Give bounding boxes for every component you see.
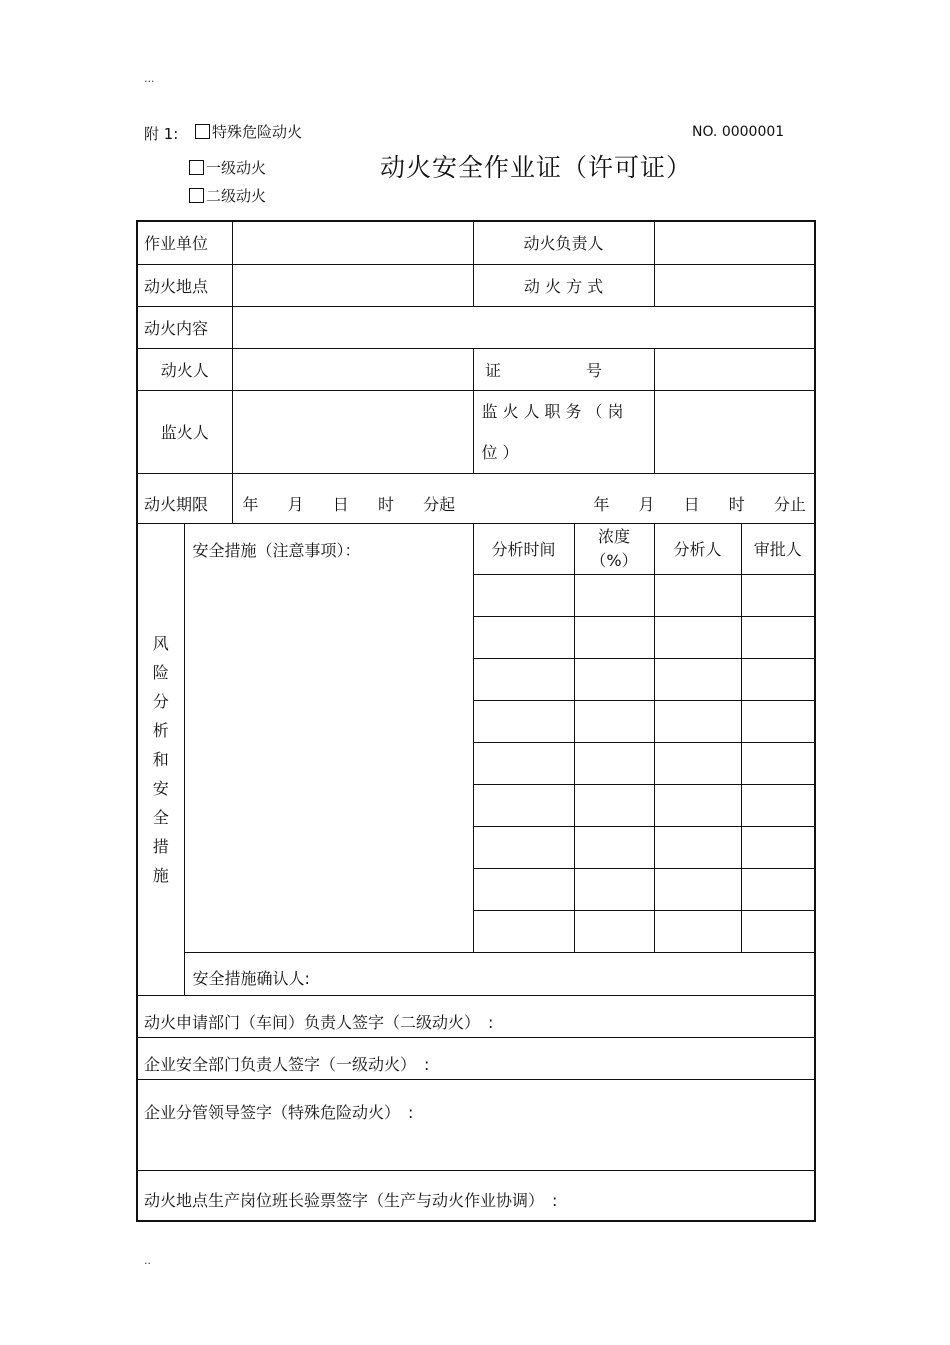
sign-leader-field[interactable] [137,1079,815,1170]
period-end-year: 年 [593,494,610,514]
content-field[interactable] [232,306,815,348]
approver-cell[interactable] [741,700,815,742]
location-label: 动火地点 [137,264,232,306]
serial-number: NO. 0000001 [692,124,785,140]
risk-char: 风 [152,633,169,653]
option-level1-hot-work[interactable] [189,157,266,178]
monitor-post-field[interactable] [654,390,815,473]
risk-char: 分 [152,691,169,711]
sign-dept-label: 动火申请部门（车间）负责人签字（二级动火） : [144,1012,494,1032]
hot-work-permit-form [136,220,816,1222]
analysis-time-cell[interactable] [473,658,574,700]
risk-char: 析 [152,720,169,740]
option-level2-hot-work[interactable] [189,185,266,206]
period-end-month: 月 [638,494,655,514]
unit-field[interactable] [232,221,473,264]
sign-team-field[interactable] [137,1170,815,1221]
period-start-minute: 分起 [423,494,456,514]
concentration-cell[interactable] [574,784,654,826]
risk-analysis-label [137,523,184,995]
concentration-cell[interactable] [574,742,654,784]
bottom-ellipsis: .. [144,1254,151,1267]
period-end-minute: 分止 [773,494,806,514]
analyst-cell[interactable] [654,616,741,658]
analysis-time-cell[interactable] [473,700,574,742]
period-label: 动火期限 [137,473,232,523]
analyst-cell[interactable] [654,700,741,742]
option-special-hot-work-label: 特殊危险动火 [212,123,303,141]
attachment-label: 附 1: [144,125,179,143]
period-start-month: 月 [287,494,304,514]
analyst-cell[interactable] [654,742,741,784]
monitor-label: 监火人 [137,390,232,473]
period-gap [484,492,564,515]
checkbox-level2-hot-work[interactable] [189,188,204,203]
unit-label: 作业单位 [137,221,232,264]
risk-char: 全 [152,807,169,827]
period-end-hour: 时 [728,494,745,514]
checkbox-level1-hot-work[interactable] [189,160,204,175]
method-field[interactable] [654,264,815,306]
period-field[interactable] [232,473,815,523]
risk-char: 措 [152,836,169,856]
period-end-day: 日 [683,494,700,514]
approver-cell[interactable] [741,826,815,868]
analyst-cell[interactable] [654,910,741,952]
concentration-cell[interactable] [574,868,654,910]
sign-safety-label: 企业安全部门负责人签字（一级动火） : [144,1054,430,1074]
analyst-header: 分析人 [654,523,741,574]
period-values [243,492,807,515]
option-level1-hot-work-label: 一级动火 [206,159,267,177]
analyst-cell[interactable] [654,784,741,826]
analysis-time-cell[interactable] [473,616,574,658]
option-level2-hot-work-label: 二级动火 [206,187,267,205]
location-field[interactable] [232,264,473,306]
analyst-cell[interactable] [654,658,741,700]
risk-char: 险 [152,662,169,682]
approver-cell[interactable] [741,868,815,910]
analysis-time-cell[interactable] [473,574,574,616]
analyst-cell[interactable] [654,574,741,616]
sign-dept-field[interactable] [137,995,815,1037]
concentration-cell[interactable] [574,700,654,742]
top-ellipsis: ... [144,72,155,85]
analyst-cell[interactable] [654,868,741,910]
risk-char: 安 [152,778,169,798]
person-label: 动火人 [137,348,232,390]
concentration-cell[interactable] [574,574,654,616]
measures-confirm-label: 安全措施确认人: [192,969,310,988]
monitor-field[interactable] [232,390,473,473]
analysis-time-cell[interactable] [473,868,574,910]
approver-cell[interactable] [741,574,815,616]
concentration-cell[interactable] [574,826,654,868]
monitor-post-label: 监火人职务（岗位） [473,390,654,473]
content-label: 动火内容 [137,306,232,348]
approver-header: 审批人 [741,523,815,574]
approver-cell[interactable] [741,616,815,658]
period-start-hour: 时 [377,494,394,514]
concentration-cell[interactable] [574,616,654,658]
sign-safety-field[interactable] [137,1037,815,1079]
leader-label: 动火负责人 [473,221,654,264]
analysis-time-cell[interactable] [473,826,574,868]
period-start-day: 日 [332,494,349,514]
measures-field[interactable] [184,523,473,952]
analysis-time-cell[interactable] [473,742,574,784]
measures-label: 安全措施（注意事项）： [192,540,361,560]
concentration-cell[interactable] [574,658,654,700]
concentration-header: 浓度（%） [574,523,654,574]
analyst-cell[interactable] [654,826,741,868]
approver-cell[interactable] [741,658,815,700]
analysis-time-cell[interactable] [473,910,574,952]
risk-char: 施 [152,865,169,885]
concentration-cell[interactable] [574,910,654,952]
analysis-time-header: 分析时间 [473,523,574,574]
risk-char: 和 [152,749,169,769]
method-label: 动 火 方 式 [473,264,654,306]
approver-cell[interactable] [741,784,815,826]
approver-cell[interactable] [741,742,815,784]
measures-confirm-field[interactable] [184,952,815,995]
checkbox-special-hot-work[interactable] [195,124,210,139]
person-field[interactable] [232,348,473,390]
period-start-year: 年 [242,494,259,514]
cert-field[interactable] [654,348,815,390]
sign-leader-label: 企业分管领导签字（特殊危险动火） : [144,1102,414,1122]
option-special-hot-work[interactable] [195,121,302,142]
leader-field[interactable] [654,221,815,264]
approver-cell[interactable] [741,910,815,952]
analysis-time-cell[interactable] [473,784,574,826]
cert-label: 证 号 [473,348,654,390]
document-title: 动火安全作业证（许可证） [380,153,693,182]
sign-team-label: 动火地点生产岗位班长验票签字（生产与动火作业协调） : [144,1190,558,1210]
